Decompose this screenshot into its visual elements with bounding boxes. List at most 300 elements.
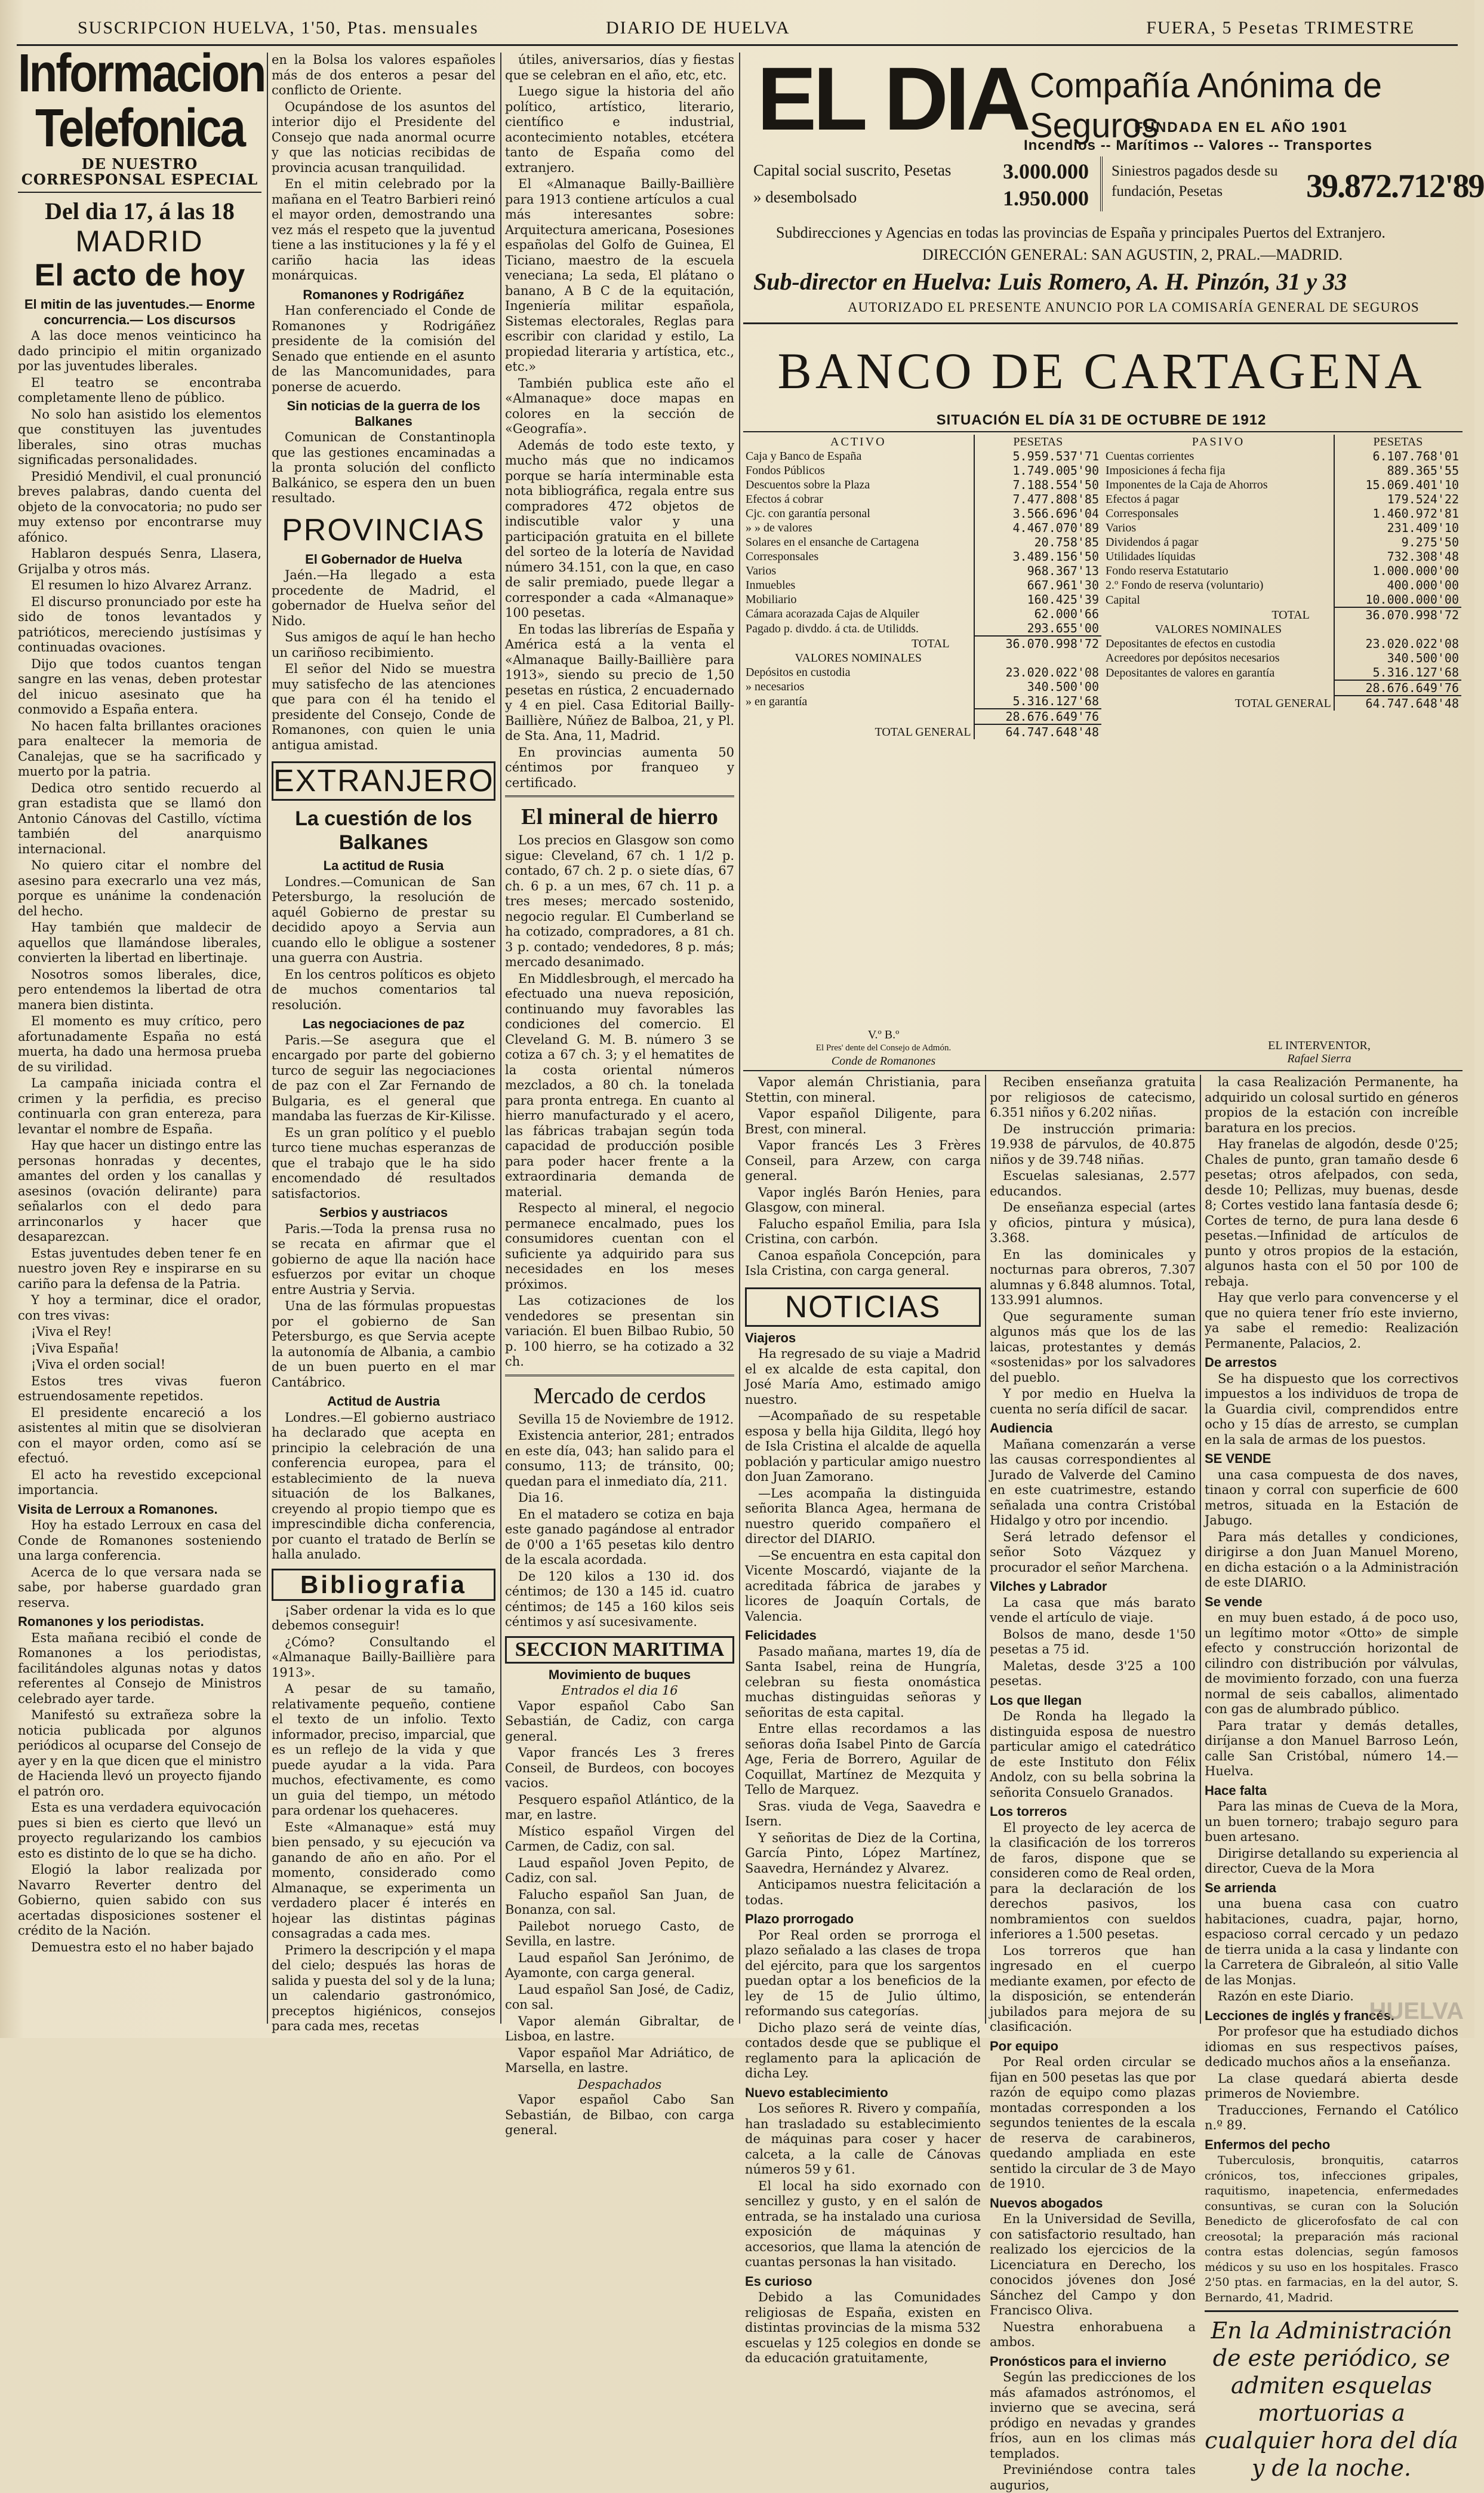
valores-row [1103,665,1461,680]
column-divider [985,1075,986,2024]
subhead: Actitud de Austria [327,1394,440,1409]
valores-row [743,665,1101,680]
line-item-label: Pagado p. divddo. á cta. de Utilidds. [746,622,919,635]
paragraph: Primero la descripción y el mapa del cielo; después las horas de salida y puesta del sol y de la luna; un calendario gastronómico, preceptos higiénicos, consejos para cada mes, recetas [272,1942,495,2033]
subhead: Es curioso [745,2273,812,2289]
pasivo-row [1103,449,1461,463]
line-item-amount: 5.959.537'71 [974,449,1101,463]
column-3 [505,53,734,2137]
paragraph: Londres.—Comunican de San Petersburgo, la resolución de aquél Gobierno de prestar su decidido apoyo a Servia aun cuando ello le obligue a sostener una guerra con Austria. [272,874,495,965]
ad-claims-value: 39.872.712'89 [1306,168,1484,205]
ad-paid-label: » desembolsado [753,188,857,206]
line-item-amount: 5.316.127'68 [1334,665,1461,680]
column-5 [990,1075,1196,2492]
subhead: Pronósticos para el invierno [990,2353,1166,2369]
article-body [990,1821,1196,2035]
pasivo-row [1103,564,1461,578]
line-item-label: Varios [746,564,777,577]
line-item-amount: 3.566.696'04 [974,506,1101,521]
paragraph: Según las predicciones de los más afamados astrónomos, el invierno que se avecina, será pródigo en nevadas y grandes fríos, aun en los climas más templados. [990,2370,1196,2461]
section-bibliografia: Bibliografia [272,1569,495,1601]
paragraph: Laud español San Jerónimo, de Ayamonte, con carga general. [505,1950,734,1980]
subhead: Despachados [577,2077,662,2092]
article-body [745,1644,981,1908]
paragraph: Hay que verlo para convencerse y el que no quiera tener frío este invierno, ya sabe el remedio: Realización Permanente, Palacios, 2. [1205,1290,1458,1351]
line-item-label: Imposiciones á fecha fija [1106,464,1226,477]
line-item-amount: 1.460.972'81 [1334,506,1461,521]
paragraph: Nosotros somos liberales, dice, pero entendemos la libertad de otra manera bien distinta. [18,967,261,1012]
ad-founded: FUNDADA EN EL AÑO 1901 [1134,119,1348,136]
bank-rule [743,431,1463,432]
subhead: Los torreros [990,1804,1067,1819]
pasivo-row [1103,549,1461,564]
line-item-amount: 5.316.127'68 [974,694,1101,709]
paragraph: Y hoy a terminar, dice el orador, con tres vivas: [18,1293,261,1323]
paragraph: El momento es muy crítico, pero afortunadamente España no está muerta, ha dado una hermosa prueba de su virilidad. [18,1014,261,1074]
column-1 [18,42,265,2023]
subhead: Nuevo establecimiento [745,2085,888,2100]
line-item-label: Depósitos en custodia [746,666,851,679]
line-item-amount: 968.367'13 [974,564,1101,578]
header-price: FUERA, 5 Pesetas TRIMESTRE [1146,18,1415,38]
total-label: TOTAL [1271,608,1310,622]
paragraph: Ocupándose de los asuntos del interior dijo el Presidente del Consejo que nada anormal ocurre y que las noticias recibidas de provincia acusan tranquilidad. [272,99,495,175]
subhead: Visita de Lerroux a Romanones. [18,1501,218,1517]
column-divider [500,53,501,2024]
paragraph: Místico español Virgen del Carmen, de Cadiz, con sal. [505,1824,734,1853]
paragraph: Dedica otro sentido recuerdo al gran estadista que se llamó don Antonio Cánovas del Castillo, víctima también del anarquismo internacional. [18,780,261,856]
activo-row [743,607,1101,621]
general-total: 64.747.648'48 [1334,696,1461,711]
article-body [745,2101,981,2270]
line-item-amount: 23.020.022'08 [1334,637,1461,651]
general-label: TOTAL GENERAL [1234,696,1331,710]
subhead: Hace falta [1205,1782,1267,1798]
section-noticias: NOTICIAS [745,1287,981,1327]
line-item-amount: 23.020.022'08 [974,665,1101,680]
paragraph: Para más detalles y condiciones, dirigirse a don Juan Manuel Moreno, en dicha estación o a la Administración de este DIARIO. [1205,1529,1458,1590]
ad-capital-value: 3.000.000 [1003,159,1089,183]
ad-company: Compañía Anónima de Seguros [1030,66,1383,145]
activo-row [743,492,1101,506]
article-body [505,53,734,791]
paragraph: Vapor francés Les 3 Frères Conseil, para Arzew, con carga general. [745,1138,981,1183]
activo-total: 36.070.998'72 [974,636,1101,651]
article-body [18,1518,261,1610]
subhead: Enfermos del pecho [1205,2137,1331,2152]
paragraph: De Ronda ha llegado la distinguida esposa de nuestro particular amigo el catedrático de este Instituto don Félix Andolz, con su bella sobrina la señorita Consuelo Granados. [990,1709,1196,1800]
paragraph: El señor del Nido se muestra muy satisfecho de las atenciones que para con él ha tenido el presidente del Consejo, Conde de Romanones, con quien le unia antigua amistad. [272,662,495,752]
line-item-amount: 160.425'39 [974,592,1101,607]
section-title: Informacion Telefonica [18,42,265,158]
bank-title: BANCO DE CARTAGENA [777,342,1425,399]
column-2 [272,53,495,2033]
valores-total-row [1103,680,1461,696]
paragraph: Por Real orden se prorroga el plazo señalado a las clases de tropa del ejército, para que los sargentos puedan optar a los beneficios de la ley de 15 de Julio último, reformando sus categorías. [745,1928,981,2018]
paragraph: De instrucción primaria: 19.938 de párvulos, de 40.875 niños y de 39.748 niñas. [990,1121,1196,1167]
line-item-amount: 340.500'00 [974,680,1101,694]
pasivo-heading: PASIVO [1191,435,1245,448]
general-label: TOTAL GENERAL [875,725,971,739]
general-total: 64.747.648'48 [974,724,1101,739]
pasivo-row [1103,535,1461,549]
valores-total: 28.676.649'76 [974,709,1101,724]
paragraph: Luego sigue la historia del año político, artístico, literario, científico e industrial, acontecimiento notables, etcétera tanto de España como del extranjero. [505,84,734,175]
article-body [1205,1610,1458,1779]
bank-date: SITUACIÓN EL DÍA 31 DE OCTUBRE DE 1912 [936,412,1267,428]
paragraph: El acto ha revestido excepcional importancia. [18,1467,261,1497]
subhead: Los que llegan [990,1692,1082,1708]
paragraph: Una de las fórmulas propuestas por el gobierno de San Petersburgo, es que Servia acepte la autonomía de Albania, a cambio de un buen puerto en el mar Cantábrico. [272,1299,495,1390]
line-item-amount: 10.000.000'00 [1334,592,1461,607]
article-body [1205,1468,1458,1591]
paragraph: Ha regresado de su viaje a Madrid el ex alcalde de esta capital, don José María Amo, estimado amigo nuestro. [745,1347,981,1407]
paragraph: Las cotizaciones de los vendedores se presentan sin variación. El buen Bilbao Rubio, 50 p. 100 hierro, se ha cotizado a 32 ch. [505,1293,734,1369]
paragraph: Los precios en Glasgow son como sigue: Cleveland, 67 ch. 1 1/2 p. contado, 67 ch. 2 p. o siete días, 67 ch. 6 p. a un mes, 67 ch. 11 p. a tres meses; mercado sostenido, negocio regular. El Cumberland se ha cotizado, compradores, a 81 ch. 3 p. contado; vendedores, 8 p. más; mercado desanimado. [505,833,734,969]
paragraph: Que seguramente suman algunos más que los de las laicas, protestantes y demás «sostenidas» por los salvadores del pueblo. [990,1309,1196,1385]
article-body [272,1033,495,1202]
paragraph: En la Universidad de Sevilla, con satisfactorio resultado, han realizado los ejercicios de la Licenciatura en Derecho, los conocidos jóvenes don José Sánchez del Campo y don Francisco Oliva. [990,2212,1196,2317]
article-body [272,1222,495,1391]
subhead: SE VENDE [1205,1451,1271,1466]
line-item-label: Descuentos sobre la Plaza [746,478,870,491]
paragraph: Pasado mañana, martes 19, día de Santa Isabel, reina de Hungría, celebran su fiesta onomástica muchas distinguidas señoras y señoritas de esta capital. [745,1644,981,1720]
section-subtitle: DE NUESTRO CORRESPONSAL ESPECIAL [21,155,258,188]
line-item-label: Caja y Banco de España [746,450,862,463]
activo-row [743,578,1101,592]
paragraph: Pesquero español Atlántico, de la mar, en lastre. [505,1792,734,1822]
bank-bottom-rule [743,1070,1463,1071]
pasivo-row [1103,492,1461,506]
bank-pasivo [1103,435,1461,711]
line-item-amount: 1.749.005'90 [974,463,1101,478]
paragraph: Bolsos de mano, desde 1'50 pesetas a 75 id. [990,1627,1196,1656]
paragraph: También publica este año el «Almanaque» doce mapas en colores en la sección de «Geografía». [505,376,734,436]
activo-row [743,549,1101,564]
paragraph: Vapor francés Les 3 freres Conseil, de Burdeos, con bocoyes vacios. [505,1745,734,1790]
section-provincias: PROVINCIAS [282,512,485,548]
paragraph: —Se encuentra en esta capital don Vicente Moscardó, viajante de la acreditada fábrica de jarabes y licores de Joaquín Cortals, de Valencia. [745,1548,981,1624]
header-masthead: DIARIO DE HUELVA [606,18,790,38]
paragraph: ¡Viva el orden social! [31,1357,166,1372]
line-item-label: Utilidades líquidas [1106,550,1196,563]
article-body [1205,2024,1458,2134]
line-item-amount: 732.308'48 [1334,549,1461,564]
article-body [745,1347,981,1624]
paragraph: De 120 kilos a 130 id. dos céntimos; de 130 a 145 id. cuatro céntimos; de 145 a 160 kilos seis céntimos y así sucesivamente. [505,1569,734,1629]
line-item-amount: 20.758'85 [974,535,1101,549]
paragraph: Han conferenciado el Conde de Romanones y Rodrigáñez presidente de la comisión del Senado que entiende en el asunto de las Mancomunidades, para ponerse de acuerdo. [272,303,495,394]
paragraph: Existencia anterior, 281; entrados en este día, 043; han salido para el consumo, 113; de tránsito, 00; quedan para el inmediato día, 211. [505,1428,734,1489]
line-item-label: Capital [1106,593,1140,607]
paragraph: Este «Almanaque» está muy bien pensado, y su ejecución va ganando de año en año. Por el momento, considerado como Almanaque, se experimenta un verdadero placer é interés en hojear las distintas páginas consagradas a cada mes. [272,1819,495,1941]
article-body [505,1699,734,2076]
paragraph: Comunican de Constantinopla que las gestiones encaminadas a la pronta solución del conflicto Balkánico, se espera den un buen resultado. [272,430,495,505]
paragraph: Reciben enseñanza gratuita por religiosos de catecismo, 6.351 niños y 6.202 niñas. [990,1075,1196,1120]
paragraph: El local ha sido exornado con sencillez y gusto, y en el salón de entrada, se ha instalado una curiosa exposición de máquinas y accesorios, que llama la atención de cuantas personas la han visitado. [745,2178,981,2269]
valores-total-row [743,709,1101,724]
subhead: Movimiento de buques [548,1667,691,1682]
subhead: De arrestos [1205,1355,1277,1370]
ad-address: DIRECCIÓN GENERAL: SAN AGUSTIN, 2, PRAL.—MADRID. [922,246,1343,263]
paragraph: Vapor español Cabo San Sebastián, de Bilbao, con carga general. [505,2092,734,2137]
paragraph: Es un gran político y el pueblo turco tiene muchas esperanzas de que el trabajo que le ha sido encomendado dé resultados satisfactorios. [272,1125,495,1201]
paragraph: Vapor alemán Christiania, para Stettin, con mineral. [745,1075,981,1105]
paragraph: Jaén.—Ha llegado a esta procedente de Madrid, el gobernador de Huelva señor del Nido. [272,568,495,628]
paragraph: —Acompañado de su respetable esposa y bella hija Gildita, llegó hoy de Isla Cristina el alcalde de aquella población y particular amigo nuestro don Juan Zamorano. [745,1409,981,1484]
paragraph: Y por medio en Huelva la cuenta no sería difícil de sacar. [990,1387,1196,1416]
line-item-amount: 15.069.401'10 [1334,478,1461,492]
line-item-label: Solares en el ensanche de Cartagena [746,536,919,549]
article-body [990,1596,1196,1689]
paragraph: ¡Viva España! [31,1341,119,1355]
paragraph: No quiero citar el nombre del asesino para execrarlo una vez más, porque es unánime la condenación del hecho. [18,858,261,918]
city: MADRID [75,225,204,258]
paragraph: Para tratar y demás detalles, diríjanse a don Manuel Barroso León, calle San Cristóbal, número 14.—Huelva. [1205,1718,1458,1778]
subhead: Plazo prorrogado [745,1911,854,1926]
paragraph: Sras. viuda de Vega, Saavedra e Isern. [745,1799,981,1828]
paragraph: Maletas, desde 3'25 a 100 pesetas. [990,1658,1196,1688]
paragraph: una casa compuesta de dos naves, tinaon y corral con superficie de 600 metros, situada en la Estación de Jabugo. [1205,1467,1458,1527]
line-item-amount: 179.524'22 [1334,492,1461,506]
paragraph: Paris.—Toda la prensa rusa no se recata en afirmar que el gobierno de aque lla nación hace esfuerzos por evitar un choque entre Austria y Servia. [272,1221,495,1297]
paragraph: Por profesor que ha estudiado dichos idiomas en sus respectivos países, dedicado muchos años a la enseñanza. [1205,2024,1458,2069]
subhead: Audiencia [990,1421,1053,1435]
column-divider [739,53,740,2024]
paragraph: Sevilla 15 de Noviembre de 1912. [518,1412,734,1427]
subhead: Romanones y Rodrigáñez [303,287,464,302]
activo-row [743,478,1101,492]
dateline: Del dia 17, á las 18 [45,198,235,225]
paragraph: Y señoritas de Diez de la Cortina, García Pinto, López Martínez, Saavedra, Hernández y Alvarez. [745,1830,981,1876]
valores-heading: VALORES NOMINALES [1154,623,1282,636]
activo-row [743,449,1101,463]
ad-el-dia-logo: EL DIA [757,48,1027,149]
paragraph: Estas juventudes deben tener fe en nuestro joven Rey e inspirarse en su cariño para la defensa de la Patria. [18,1246,261,1291]
article-body [1205,1896,1458,2005]
paragraph: Dia 16. [518,1490,564,1505]
line-item-amount: 62.000'66 [974,607,1101,621]
line-item-label: 2.º Fondo de reserva (voluntario) [1106,579,1264,592]
article-body [272,1603,495,2034]
paragraph: Vapor español Mar Adriático, de Marsella, en lastre. [505,2045,734,2075]
line-item-label: Cjc. con garantía personal [746,507,870,520]
activo-row [743,535,1101,549]
paragraph: Manifestó su extrañeza sobre la noticia publicada por algunos periódicos al ocuparse del Consejo de ayer y en la que dicen que el ministro de Hacienda llevó un proyecto fijando el patrón oro. [18,1708,261,1799]
archive-watermark: HUELVA [1369,1998,1464,2024]
activo-row [743,506,1101,521]
paragraph: Por Real orden circular se fijan en 500 pesetas las que por razón de equipo como plazas montadas corresponden a los segundos tenientes de la escala de reserva de carabineros, quedando ampliada en este sentido la circular de 3 de Mayo de 1910. [990,2055,1196,2191]
valores-total: 28.676.649'76 [1334,680,1461,696]
valores-row [743,680,1101,694]
pasivo-total: 36.070.998'72 [1334,607,1461,622]
article-body [18,1631,261,1956]
paragraph: Nuestra enhorabuena a ambos. [990,2319,1196,2349]
line-item-amount: 4.467.070'89 [974,521,1101,535]
line-item-label: Depositantes de valores en garantía [1106,666,1275,680]
subhead: La actitud de Rusia [323,858,444,873]
paragraph: Vapor español Cabo San Sebastián, de Cadiz, con carga general. [505,1698,734,1744]
line-item-amount: 293.655'00 [974,621,1101,636]
paragraph: Debido a las Comunidades religiosas de España, existen en distintas provincias de la misma 532 escuelas y 125 colegios en donde se da educación gratuitamente, [745,2290,981,2365]
line-item-label: Dividendos á pagar [1106,536,1199,549]
article-body [990,2370,1196,2493]
interventor: EL INTERVENTOR, [1268,1039,1371,1052]
paragraph: Presidió Mendivil, el cual pronunció breves palabras, dando cuenta del objeto de la convocatoria; no pudo ser muy extenso por encontrarse muy afónico. [18,469,261,545]
column-6 [1205,1075,1458,2481]
paragraph: Estos tres vivas fueron estruendosamente repetidos. [18,1373,261,1403]
paragraph: Dirigirse detallando su experiencia al director, Cueva de la Mora [1205,1846,1458,1876]
ad-agencies: Subdirecciones y Agencias en todas las provincias de España y principales Puertos del Extranjero. [776,224,1386,241]
pasivo-row [1103,463,1461,478]
paragraph: Londres.—El gobierno austriaco ha declarado que acepta en principio la celebración de una conferencia europea, para el establecimiento de la nueva situación de los Balkanes, creyendo al propio tiempo que es imprescindible dicha conferencia, por cuanto el tratado de Berlín se halla anulado. [272,1410,495,1561]
line-item-amount: 7.188.554'50 [974,478,1101,492]
paragraph: La clase quedará abierta desde primeros de Noviembre. [1205,2071,1458,2101]
line-item-label: Efectos á cobrar [746,493,823,506]
paragraph: A las doce menos veinticinco ha dado principio el mitin organizado por las juventudes liberales. [18,328,261,373]
ad-rule [743,322,1458,324]
paragraph: Esta es una verdadera equivocación pues si bien es cierto que llevó un proyecto regularizando los cambios esto es distinto de lo que se ha dicho. [18,1800,261,1861]
vb: V.º B.º [867,1028,900,1041]
ad-capital-label: Capital social suscrito, Pesetas [753,161,952,179]
pesetas-heading: PESETAS [1334,435,1461,449]
article-body [272,568,495,753]
article-body [745,1075,981,1279]
line-item-amount: 9.275'50 [1334,535,1461,549]
valores-heading: VALORES NOMINALES [795,651,922,665]
line-item-label: » necesarios [746,680,805,693]
paragraph: En todas las librerías de España y América está a la venta el «Almanaque Bailly-Baillière para 1913», siendo su precio de 1,50 pesetas en rústica, 2 encuadernado y 4 en piel. Casa Editorial Bailly-Baillière, Núñez de Balboa, 21, y Pl. de Sta. Ana, 11, Madrid. [505,622,734,743]
subhead: Se arrienda [1205,1880,1276,1895]
line-item-label: Fondos Públicos [746,464,825,477]
signer: Conde de Romanones [831,1055,936,1068]
pasivo-row [1103,478,1461,492]
line-item-amount: 6.107.768'01 [1334,449,1461,463]
paragraph: Vapor alemán Gibraltar, de Lisboa, en lastre. [505,2014,734,2043]
line-item-label: » » de valores [746,521,812,534]
column-divider [267,53,268,2024]
line-item-label: Cuentas corrientes [1106,450,1194,463]
paragraph: Falucho español San Juan, de Bonanza, con sal. [505,1887,734,1917]
pasivo-row [1103,506,1461,521]
paragraph: De enseñanza especial (artes y oficios, pintura y música), 3.368. [990,1200,1196,1245]
ad-subdirector: Sub-director en Huelva: Luis Romero, A. H. Pinzón, 31 y 33 [753,268,1347,295]
paragraph: Tuberculosis, bronquitis, catarros crónicos, tos, infecciones gripales, raquitismo, inapetencia, enfermedades consuntivas, se curan con la Solución Benedicto de glicerofosfato de cal con creosotal; la preparación más racional contra estas dolencias, según famosos médicos y su uso en los hospitales. Frasco 2'50 ptas. en farmacias, en la del autor, S. Bernardo, 41, Madrid. [1205,2154,1458,2304]
paragraph: en la Bolsa los valores españoles más de dos enteros a pesar del conflicto de Oriente. [272,53,495,97]
subhead: Viajeros [745,1330,796,1345]
article-body [505,1412,734,1630]
paragraph: Sus amigos de aquí le han hecho un cariñoso recibimiento. [272,630,495,660]
valores-row [1103,651,1461,665]
paragraph: Elogió la labor realizada por Navarro Reverter dentro del Gobierno, quien sabido con sus acertadas disposiciones sostener el crédito de la Nación. [18,1862,261,1938]
subhead: El Gobernador de Huelva [305,551,462,567]
article-body [1205,1799,1458,1877]
line-item-label: Corresponsales [1106,507,1179,520]
subhead: Serbios y austriacos [319,1205,448,1220]
column-4 [745,1075,981,2365]
headline: El acto de hoy [34,258,245,293]
paragraph: Previniéndose contra tales augurios, [990,2463,1196,2492]
paragraph: La campaña iniciada contra el crimen y la perfidia, es preciso continuarla con gran entereza, para levantar el nombre de España. [18,1076,261,1136]
ad-authorized: AUTORIZADO EL PRESENTE ANUNCIO POR LA COMISARÍA GENERAL DE SEGUROS [848,300,1420,315]
paragraph: Se ha dispuesto que los correctivos impuestos a los individuos de tropa de la Guardia civil, comprendidos entre ocho y 15 días de arresto, se cumplan en la sala de armas de los puestos. [1205,1371,1458,1447]
paragraph: Dicho plazo será de veinte días, contados desde que se publique el reglamento para la aplicación de dicha Ley. [745,2020,981,2080]
line-item-label: Fondo reserva Estatutario [1106,564,1229,577]
line-item-amount: 340.500'00 [1334,651,1461,665]
paragraph: Vapor español Diligente, para Brest, con mineral. [745,1106,981,1136]
subhead: Entrados el dia 16 [561,1683,678,1698]
line-item-label: Mobiliario [746,593,797,606]
paragraph: En el mitin celebrado por la mañana en el Teatro Barbieri reinó el mayor orden, demostrando una vez más el respeto que la juventud tiene a las instituciones y la fé y el cariño hacia las ideas monárquicas. [272,177,495,282]
paragraph: ¡Viva el Rey! [31,1324,112,1339]
deck: El mitin de las juventudes.— Enorme concurrencia.— Los discursos [24,297,255,327]
line-item-amount: 3.489.156'50 [974,549,1101,564]
subhead: Nuevos abogados [990,2195,1103,2211]
article-body [990,1437,1196,1576]
column-divider [1200,1075,1201,2024]
paragraph: Traducciones, Fernando el Católico n.º 89. [1205,2102,1458,2132]
pasivo-row [1103,521,1461,535]
paragraph: Para las minas de Cueva de la Mora, un buen tornero; trabajo seguro para buen artesano. [1205,1799,1458,1844]
subhead: Romanones y los periodistas. [18,1614,204,1629]
paragraph: El presidente encareció a los asistentes al mitin que se disolvieran con el mayor orden, como así se efectuó. [18,1405,261,1465]
activo-heading: ACTIVO [830,435,886,448]
paragraph: En el matadero se cotiza en baja este ganado pagándose al entrador de 0'00 a 1'65 pesetas kilo dentro de la escala acordada. [505,1507,734,1567]
paragraph: Hoy ha estado Lerroux en casa del Conde de Romanones sosteniendo una larga conferencia. [18,1518,261,1563]
pesetas-heading: PESETAS [974,435,1101,449]
line-item-label: Varios [1106,521,1137,534]
line-item-label: Efectos á pagar [1106,493,1180,506]
paragraph: Hay también que maldecir de aquellos que llamándose liberales, convierten la libertad en libertinaje. [18,920,261,965]
article-body [272,875,495,1013]
total-label: TOTAL [912,637,950,650]
subhead: Felicidades [745,1628,817,1643]
paragraph: Vapor inglés Barón Henies, para Glasgow, con mineral. [745,1185,981,1215]
paragraph: En las dominicales y nocturnas para obreros, 7.307 alumnas y 6.848 alumnos. Total, 133.991 alumnos. [990,1247,1196,1307]
paragraph: A pesar de su tamaño, relativamente pequeño, contiene el texto de un infolio. Texto informador, preciso, imparcial, que es un reflejo de la vida y que puede ayudar a la vida. Para muchos, efectivamente, es como un guia del tiempo, un método para ordenar los quehaceres. [272,1682,495,1818]
subhead: Por equipo [990,2038,1058,2054]
paragraph: Paris.—Se asegura que el encargado por parte del gobierno turco de seguir las negociaciones de paz con el Zar Fernando de Bulgaria, es el general que mandaba las fuerzas de Kir-Kilisse. [272,1032,495,1123]
paragraph: una buena casa con cuatro habitaciones, cuadra, pajar, horno, espacioso corral cercado y un pedazo de tierra unida a la casa y lindante con la Carretera de Gibraleón, al sitio Valle de las Monjas. [1205,1896,1458,1987]
headline: Mercado de cerdos [533,1383,706,1409]
article-body [18,328,261,1498]
paragraph: Mañana comenzarán a verse las causas correspondientes al Jurado de Valverde del Camino en este cuatrimestre, estando señalada una contra Cristóbal Hidalgo y otro por incendio. [990,1437,1196,1527]
ad-paid-value: 1.950.000 [1003,186,1089,210]
subhead: Lecciones de inglés y francés. [1205,2008,1394,2023]
article-body [1205,1075,1458,1351]
activo-row [743,621,1101,636]
paragraph: En los centros políticos es objeto de muchos comentarios tal resolución. [272,967,495,1012]
section-extranjero: EXTRANJERO [272,761,495,801]
paragraph: Falucho español Emilia, para Isla Cristina, con carbón. [745,1216,981,1246]
line-item-amount: 667.961'30 [974,578,1101,592]
subhead: Las negociaciones de paz [302,1016,465,1031]
line-item-label: » en garantía [746,694,808,708]
bank-signature-right [1242,1039,1397,1065]
pasivo-row [1103,578,1461,592]
paragraph: Pailebot noruego Casto, de Sevilla, en lastre. [505,1919,734,1948]
subhead: Se vende [1205,1594,1263,1609]
line-item-amount: 231.409'10 [1334,521,1461,535]
line-item-label: Acreedores por depósitos necesarios [1106,651,1280,665]
paragraph: El «Almanaque Bailly-Baillière para 1913 contiene artículos a cual más interesantes sobre: Arquitectura americana, Posesiones españolas del Golfo de Guinea, El Ticiano, maestro de la escuela veneciana; La seda, El plátano o banano, A B C de la equitación, Ingeniería militar española, Sistemas electorales, Reglas para escribir con claridad y estilo, La propiedad literaria y artística, etc., etc.» [505,177,734,374]
paragraph: No solo han asistido los elementos que constituyen las juventudes liberales, sino otras muchas significadas personalidades. [18,407,261,467]
paragraph: Los torreros que han ingresado en el cuerpo mediante examen, por efecto de la disposición, se entenderán jubilados para mejora de su clasificación. [990,1943,1196,2034]
line-item-amount: 400.000'00 [1334,578,1461,592]
paragraph: El teatro se encontraba completamente lleno de público. [18,375,261,405]
paragraph: útiles, aniversarios, días y fiestas que se celebran en el año, etc, etc. [505,53,734,82]
paragraph: Será letrado defensor el señor Soto Vázquez y procurador el señor Marchena. [990,1529,1196,1575]
